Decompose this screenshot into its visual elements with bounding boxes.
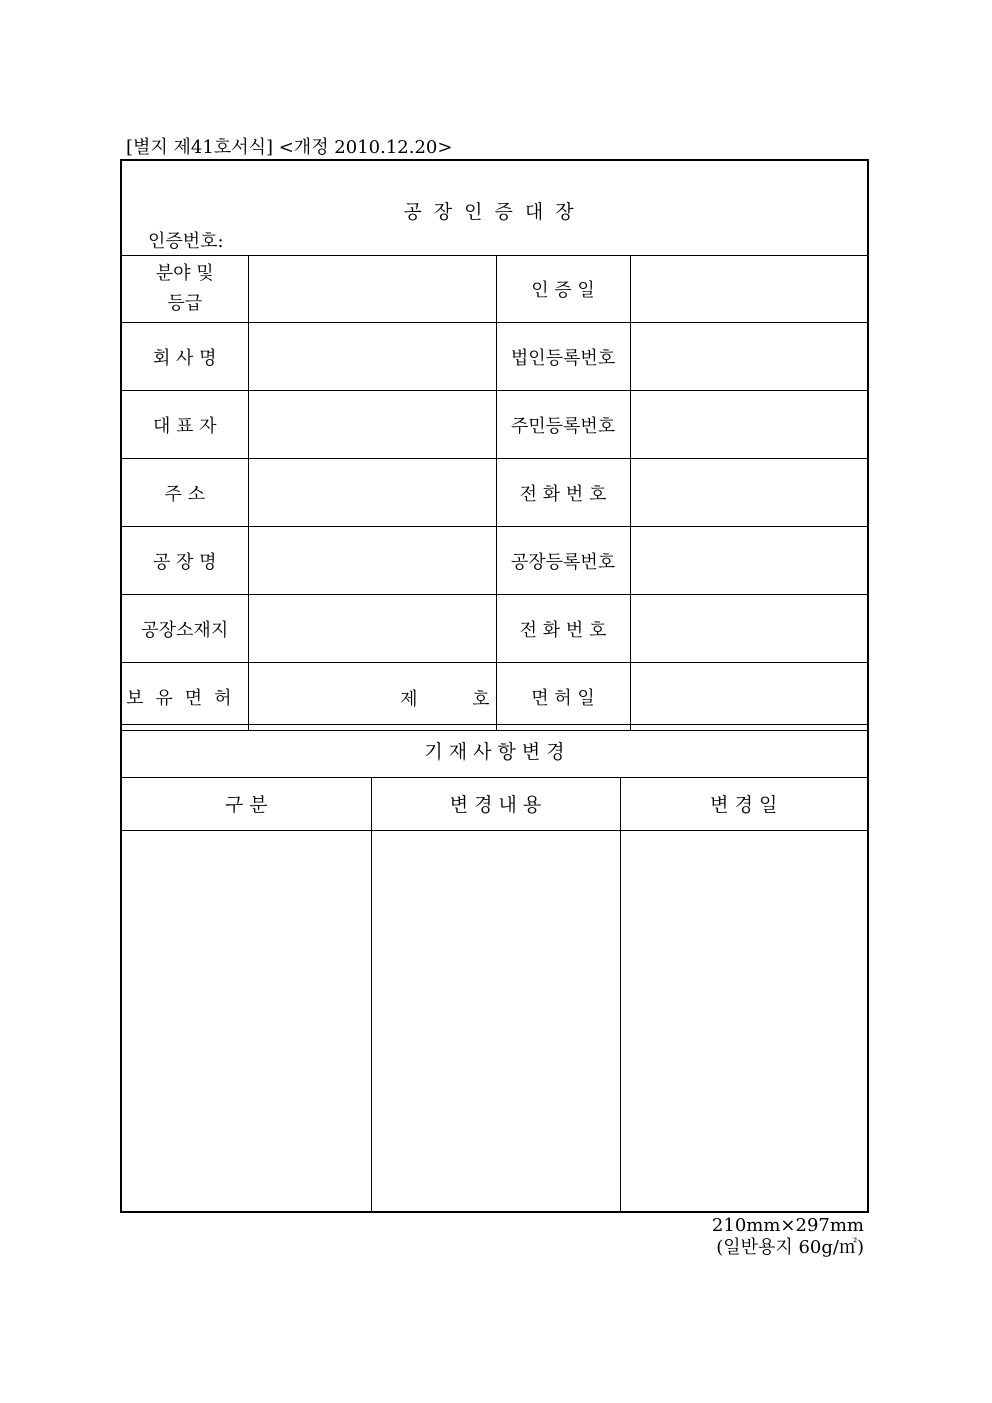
title-cell — [122, 161, 867, 256]
table-row — [122, 595, 867, 663]
license-value — [248, 663, 496, 731]
field-value — [248, 391, 496, 459]
form-header: [별지 제41호서식] <개정 2010.12.20> — [126, 137, 453, 158]
field-label: 전 화 번 호 — [496, 595, 630, 663]
field-label: 회 사 명 — [122, 323, 248, 391]
field-label: 공 장 명 — [122, 527, 248, 595]
field-label: 대 표 자 — [122, 391, 248, 459]
column-header: 변 경 일 — [620, 777, 867, 831]
change-cell — [620, 831, 867, 1214]
field-value — [630, 663, 867, 731]
change-cell — [371, 831, 620, 1214]
certification-number-label: 인증번호: — [148, 231, 224, 252]
table-row — [122, 527, 867, 595]
field-label: 공장소재지 — [122, 595, 248, 663]
field-value — [630, 527, 867, 595]
field-label: 보유면허 — [122, 663, 248, 731]
certification-form — [120, 159, 869, 1213]
field-value — [630, 323, 867, 391]
change-header-row — [122, 777, 867, 831]
field-label: 인 증 일 — [496, 255, 630, 323]
field-label: 주민등록번호 — [496, 391, 630, 459]
field-value — [630, 391, 867, 459]
table-row — [122, 255, 867, 323]
field-label: 분야 및 등급 — [122, 255, 248, 323]
field-value — [248, 527, 496, 595]
column-header: 구 분 — [122, 777, 371, 831]
license-je: 제 — [400, 689, 418, 710]
field-value — [248, 595, 496, 663]
field-value — [248, 459, 496, 527]
change-cell — [122, 831, 371, 1214]
paper-size: 210mm×297mm — [711, 1215, 864, 1236]
field-label: 공장등록번호 — [496, 527, 630, 595]
change-table — [122, 777, 867, 1213]
footer-note — [712, 1215, 864, 1259]
table-row — [122, 323, 867, 391]
license-ho: 호 — [472, 689, 490, 710]
info-table — [122, 255, 867, 731]
field-label: 주 소 — [122, 459, 248, 527]
field-value — [630, 459, 867, 527]
field-value — [630, 255, 867, 323]
table-row — [122, 391, 867, 459]
table-row — [122, 459, 867, 527]
field-label: 법인등록번호 — [496, 323, 630, 391]
document-title: 공장인증대장 — [403, 201, 586, 223]
field-value — [248, 323, 496, 391]
field-value — [630, 595, 867, 663]
field-label: 면 허 일 — [496, 663, 630, 731]
field-label: 전 화 번 호 — [496, 459, 630, 527]
column-header: 변 경 내 용 — [371, 777, 620, 831]
field-value — [248, 255, 496, 323]
table-row — [122, 663, 867, 731]
paper-type: (일반용지 60g/㎡) — [716, 1237, 864, 1258]
change-section-title: 기 재 사 항 변 경 — [122, 724, 867, 778]
change-body-row — [122, 831, 867, 1214]
